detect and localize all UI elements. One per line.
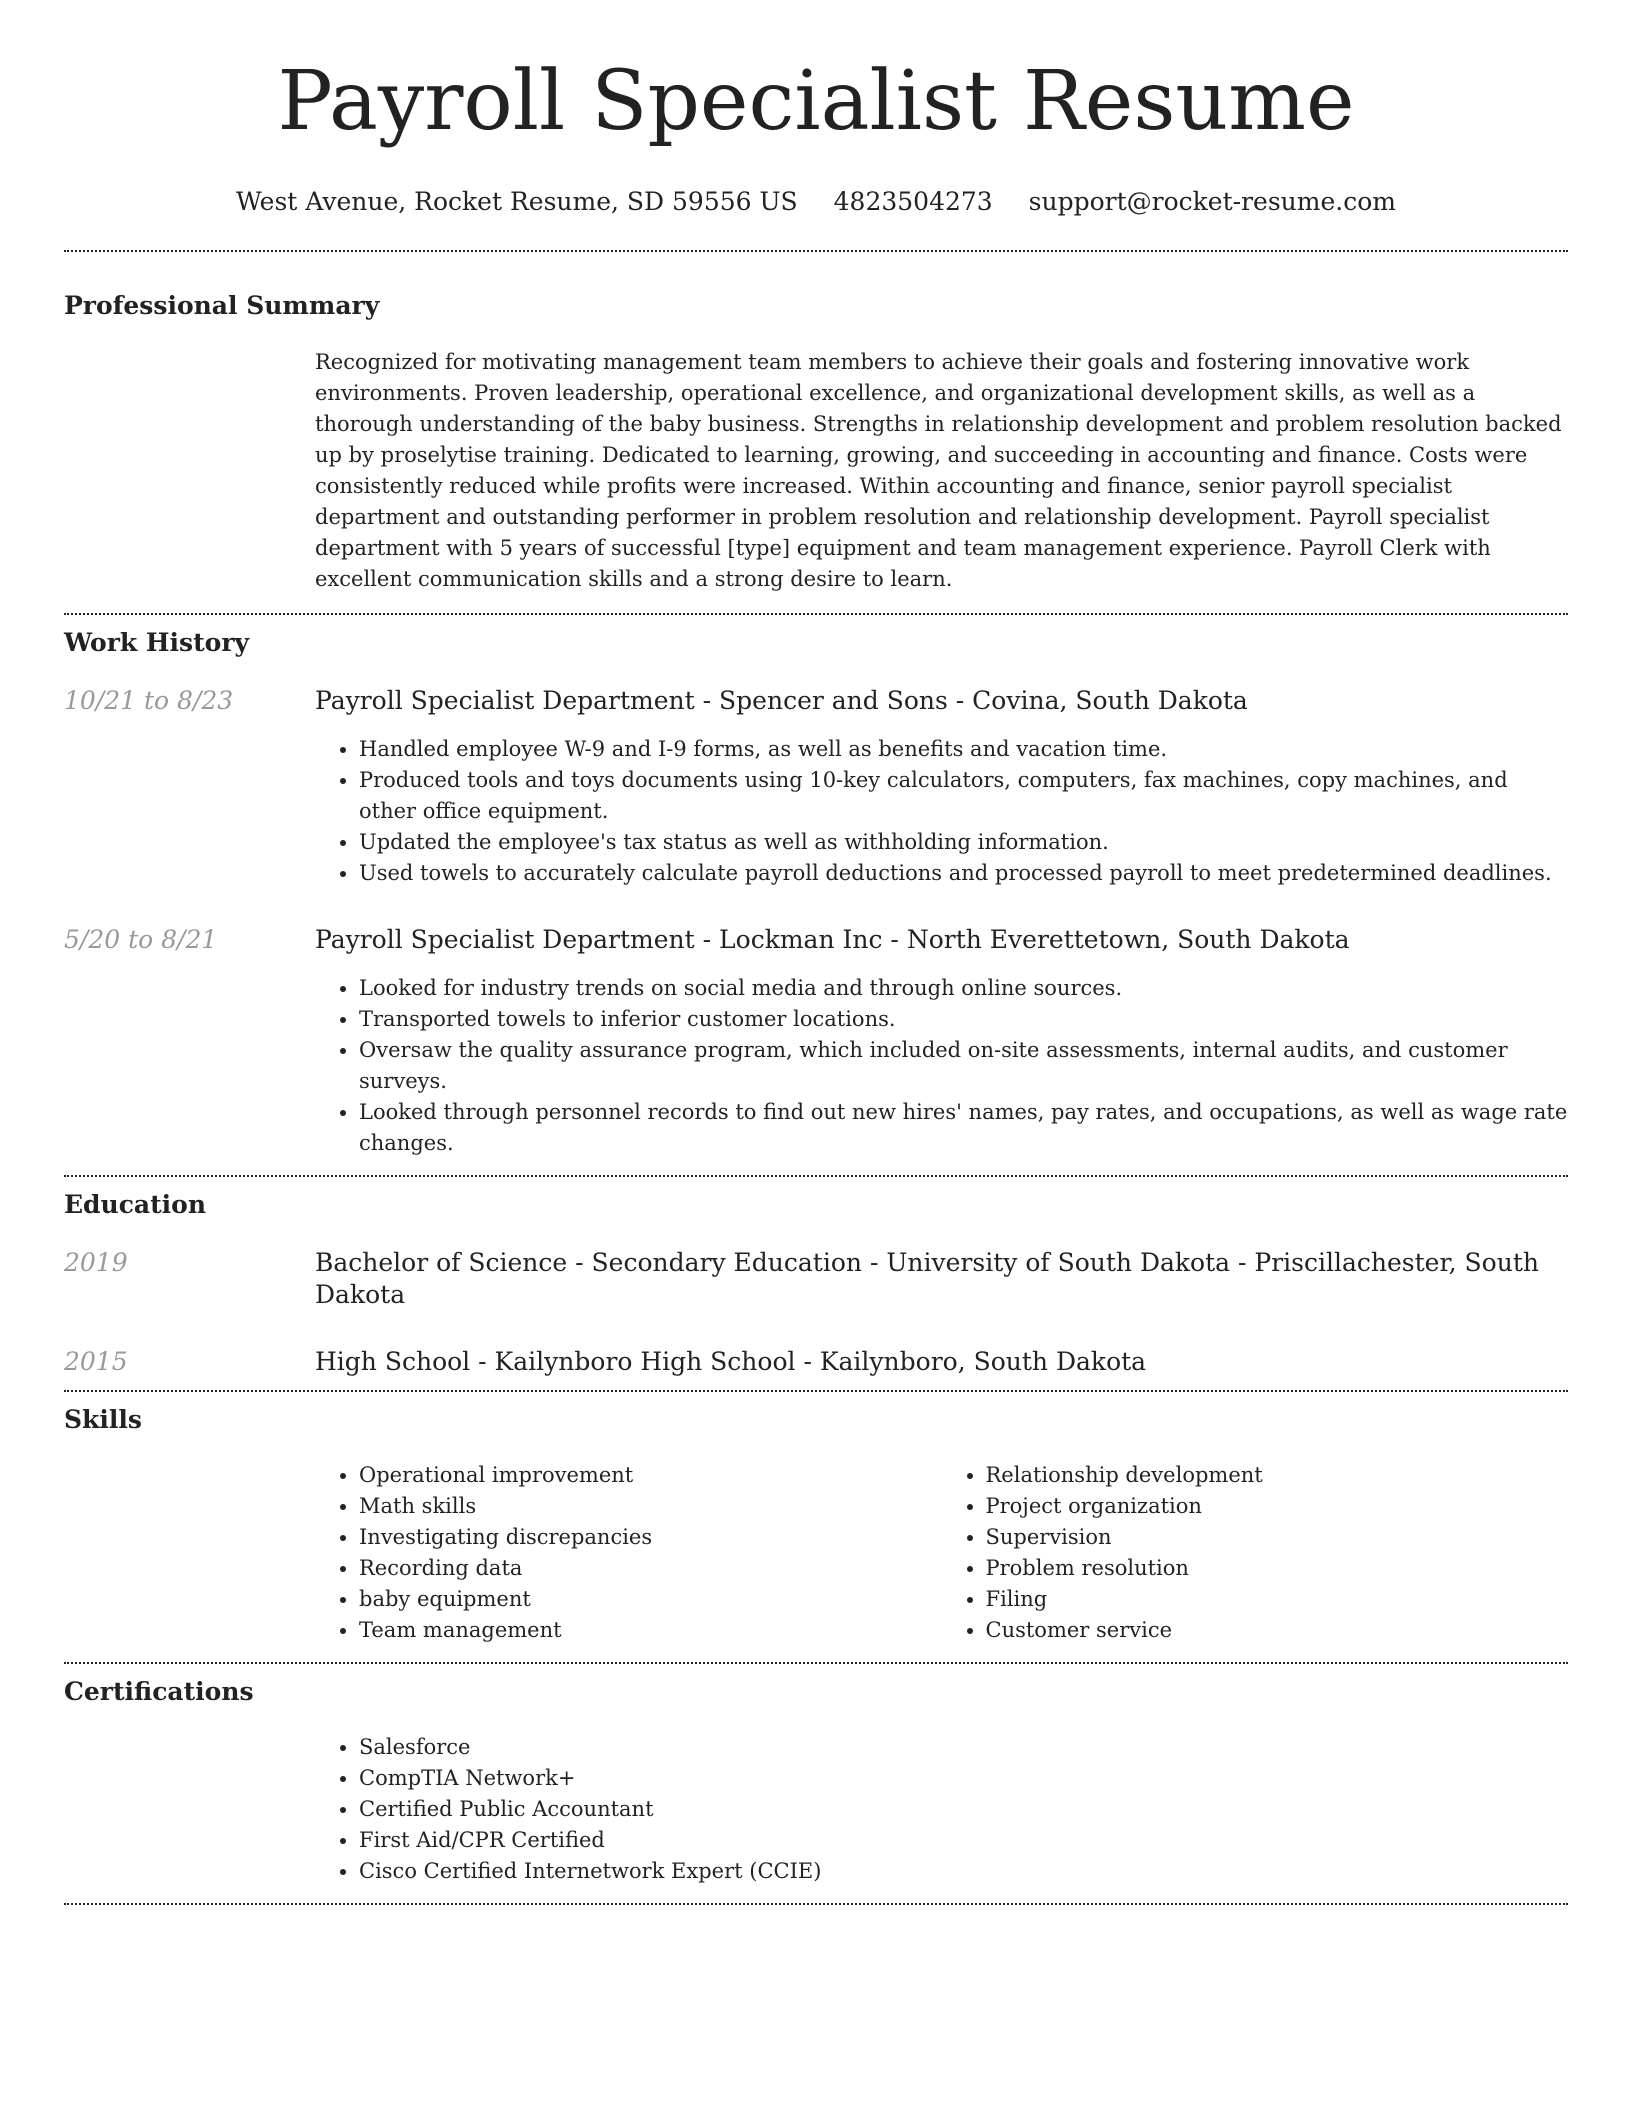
- list-item: • Cisco Certified Internetwork Expert (CCIE): [359, 1856, 1568, 1887]
- list-item: • Certified Public Accountant: [359, 1794, 1568, 1825]
- degree: High School: [315, 1347, 471, 1376]
- page-title: Payroll Specialist Resume: [277, 54, 1355, 149]
- summary-entry: [64, 347, 1568, 595]
- contact-line: [64, 186, 1568, 218]
- list-item: • Operational improvement: [359, 1460, 942, 1491]
- list-item: • Salesforce: [359, 1732, 1568, 1763]
- education-line: [315, 1346, 1568, 1378]
- skills-section: [64, 1392, 1568, 1662]
- education-entry: [64, 1247, 1568, 1311]
- education-year: 2019: [64, 1248, 128, 1277]
- list-item: • Problem resolution: [986, 1553, 1569, 1584]
- education-section: [64, 1177, 1568, 1390]
- education-line: [315, 1247, 1568, 1311]
- list-item: • Customer service: [986, 1615, 1569, 1646]
- job-title-line: [315, 685, 1568, 717]
- list-item: • Oversaw the quality assurance program, which included on-site assessments, internal audits, and customer surveys.: [359, 1035, 1568, 1097]
- list-item: • Used towels to accurately calculate payroll deductions and processed payroll to meet predetermined deadlines.: [359, 858, 1568, 889]
- job-bullets: [315, 973, 1568, 1159]
- skills-list-right: [942, 1460, 1569, 1646]
- skills-list-left: [315, 1460, 942, 1646]
- job-entry: [64, 924, 1568, 1159]
- list-item: • Recording data: [359, 1553, 942, 1584]
- list-item: • Handled employee W-9 and I-9 forms, as well as benefits and vacation time.: [359, 734, 1568, 765]
- job-bullets: [315, 734, 1568, 889]
- job-entry: [64, 685, 1568, 889]
- work-section: [64, 615, 1568, 1175]
- summary-heading: Professional Summary: [64, 291, 380, 320]
- list-item: • Filing: [986, 1584, 1569, 1615]
- list-item: • Looked for industry trends on social media and through online sources.: [359, 973, 1568, 1004]
- skills-heading: Skills: [64, 1405, 142, 1434]
- certifications-heading: Certifications: [64, 1677, 254, 1706]
- list-item: • Investigating discrepancies: [359, 1522, 942, 1553]
- skills-entry: [64, 1460, 1568, 1646]
- education-detail: - University of South Dakota - Priscillachester, South Dakota: [315, 1248, 1539, 1309]
- phone-text: 4823504273: [833, 187, 993, 216]
- list-item: • Transported towels to inferior customer locations.: [359, 1004, 1568, 1035]
- job-detail: - Spencer and Sons - Covina, South Dakota: [694, 686, 1248, 715]
- education-detail: - Kailynboro High School - Kailynboro, South Dakota: [470, 1347, 1147, 1376]
- summary-section: [64, 252, 1568, 613]
- list-item: • baby equipment: [359, 1584, 942, 1615]
- list-item: • Team management: [359, 1615, 942, 1646]
- degree: Bachelor of Science - Secondary Education: [315, 1248, 862, 1277]
- education-year: 2015: [64, 1347, 128, 1376]
- divider: [64, 1903, 1568, 1905]
- education-entry: [64, 1346, 1568, 1378]
- job-detail: - Lockman Inc - North Everettetown, South Dakota: [694, 925, 1350, 954]
- job-title: Payroll Specialist Department: [315, 925, 695, 954]
- list-item: • Updated the employee's tax status as well as withholding information.: [359, 827, 1568, 858]
- list-item: • Supervision: [986, 1522, 1569, 1553]
- email-text: support@rocket-resume.com: [1028, 187, 1396, 216]
- job-title: Payroll Specialist Department: [315, 686, 695, 715]
- certifications-section: [64, 1664, 1568, 1903]
- job-title-line: [315, 924, 1568, 956]
- list-item: • Produced tools and toys documents using 10-key calculators, computers, fax machines, copy machines, and other office equipment.: [359, 765, 1568, 827]
- job-dates: 5/20 to 8/21: [64, 925, 218, 954]
- list-item: • First Aid/CPR Certified: [359, 1825, 1568, 1856]
- list-item: • Relationship development: [986, 1460, 1569, 1491]
- list-item: • Math skills: [359, 1491, 942, 1522]
- job-dates: 10/21 to 8/23: [64, 686, 234, 715]
- list-item: • Looked through personnel records to find out new hires' names, pay rates, and occupations, as well as wage rate changes.: [359, 1097, 1568, 1159]
- certifications-entry: [64, 1732, 1568, 1887]
- work-heading: Work History: [64, 628, 250, 657]
- summary-text: Recognized for motivating management team members to achieve their goals and fostering innovative work environments. Proven leadership, operational excellence, and organizational development skills, as well as a thorough understanding of the baby business. Strengths in relationship development and problem resolution backed up by proselytise training. Dedicated to learning, growing, and succeeding in accounting and finance. Costs were consistently reduced while profits were increased. Within accounting and finance, senior payroll specialist department and outstanding performer in problem resolution and relationship development. Payroll specialist department with 5 years of successful [type] equipment and team management experience. Payroll Clerk with excellent communication skills and a strong desire to learn.: [315, 350, 1562, 591]
- list-item: • Project organization: [986, 1491, 1569, 1522]
- list-item: • CompTIA Network+: [359, 1763, 1568, 1794]
- education-heading: Education: [64, 1190, 207, 1219]
- certifications-list: [315, 1732, 1568, 1887]
- address-text: West Avenue, Rocket Resume, SD 59556 US: [236, 187, 798, 216]
